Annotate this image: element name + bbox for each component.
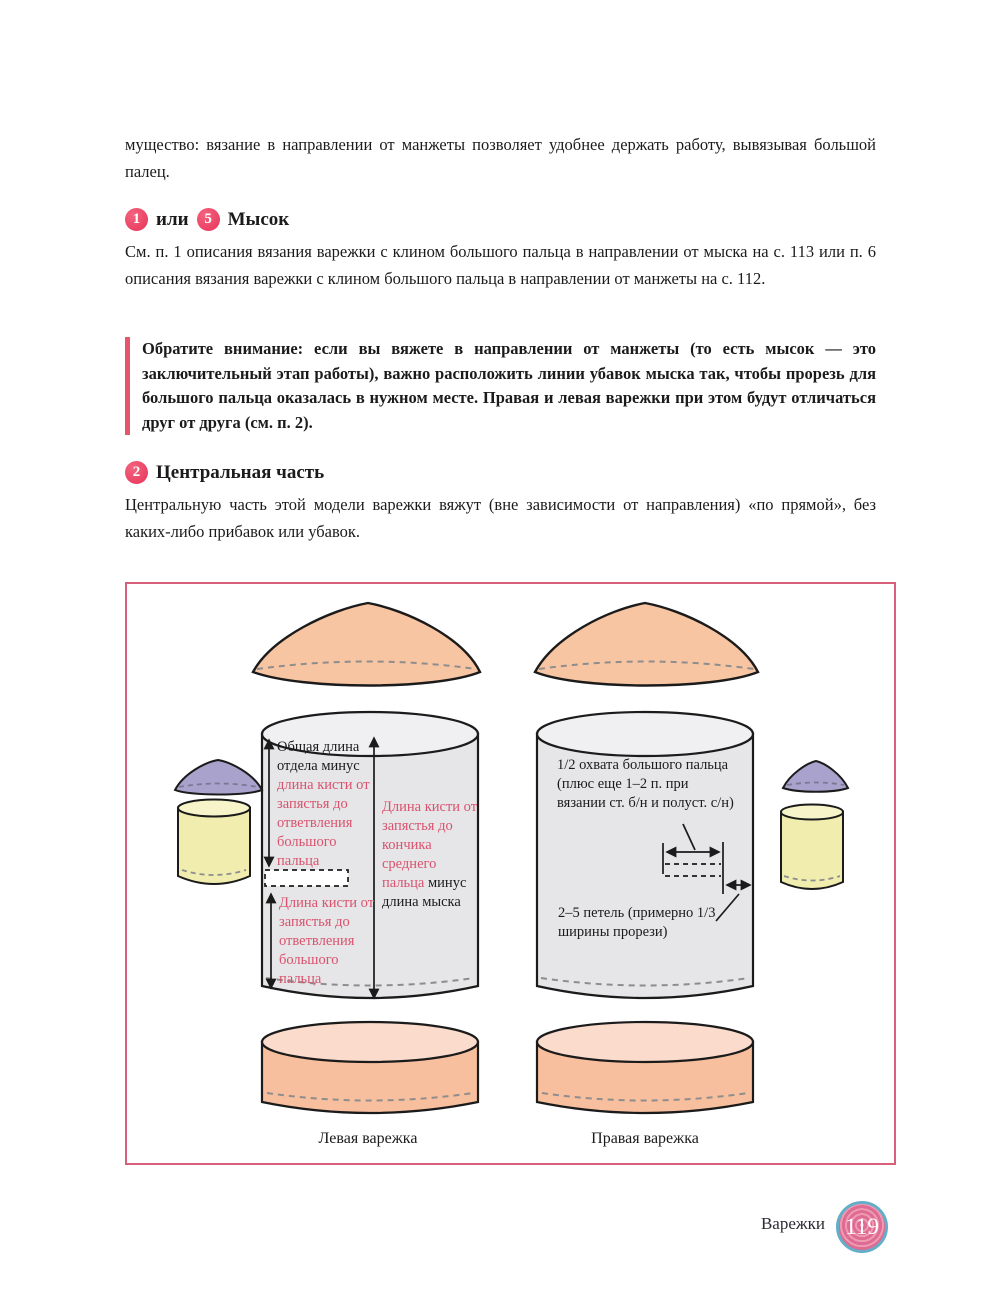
left-label-wrist-to-thumb: Длина кисти от запястья до ответвления большого пальца [279,895,375,987]
right-cuff-cylinder [537,1022,753,1113]
left-label-total-black: Общая длина отдела минус [277,739,360,774]
footer-chapter-title: Варежки [760,1214,825,1233]
right-label-stitches: 2–5 петель (примерно 1/3 ширины прорези) [558,905,716,940]
section-central-body: Центральную часть этой модели варежки вяжут (вне зависимости от направления) «по прямой», без каких-либо прибавок или убавок. [125,495,876,541]
left-label-hand-pink: Длина кисти от запястья до кончика среднего пальца [382,799,478,891]
attention-note [125,337,876,435]
heading-connector: или [156,208,189,230]
left-thumb-slit [265,870,348,886]
page-number-badge [836,1201,888,1253]
intro-paragraph: мущество: вязание в направлении от манжеты позволяет удобнее держать работу, вывязывая большой палец. [125,135,876,181]
right-thumb-cylinder [781,805,843,890]
page-number: 119 [845,1214,879,1239]
left-cuff-cylinder [262,1022,478,1113]
section-central-title: Центральная часть [156,461,325,483]
left-thumb-cylinder [178,800,250,885]
right-toe-cone [535,603,758,686]
left-label-total-pink: длина кисти от запястья до ответвления большого пальца [277,777,370,869]
step-number-badge-5: 5 [197,208,220,231]
left-label-hand-length [382,798,482,912]
left-label-total-length [277,738,378,871]
attention-note-label: Обратите внимание: [142,339,304,358]
left-label-hand-black: минус длина мыска [382,875,467,910]
right-mitten-caption: Правая варежка [591,1130,699,1147]
mitten-diagram-frame [125,582,896,1165]
step-number-badge-1: 1 [125,208,148,231]
step-number-badge-2: 2 [125,461,148,484]
right-label-half-thumb: 1/2 охвата большого пальца (плюс еще 1–2 п. при вязании ст. б/н и полуст. с/н) [557,757,734,811]
mitten-diagram-graphics [127,584,894,1163]
left-toe-cone [253,603,480,686]
attention-note-text: если вы вяжете в направлении от манжеты (то есть мысок — это заключительный этап работы), важно расположить линии убавок мыска так, чтобы прорезь для большого пальца оказалась в нужном месте. Правая и левая варежки при этом будут отличаться друг от друга (см. п. 2). [142,339,876,432]
section-toe-body: См. п. 1 описания вязания варежки с клином большого пальца в направлении от мыска на с. 113 или п. 6 описания вязания варежки с клином большого пальца в направлении от манжеты на с. 112. [125,242,876,288]
section-central-heading [125,461,324,484]
right-palm-cylinder [537,712,753,998]
right-thumb-tip-cone [783,761,848,792]
left-mitten-caption: Левая варежка [318,1130,418,1147]
left-thumb-tip-cone [175,760,262,795]
section-toe-heading [125,208,289,231]
section-toe-title: Мысок [227,208,290,230]
